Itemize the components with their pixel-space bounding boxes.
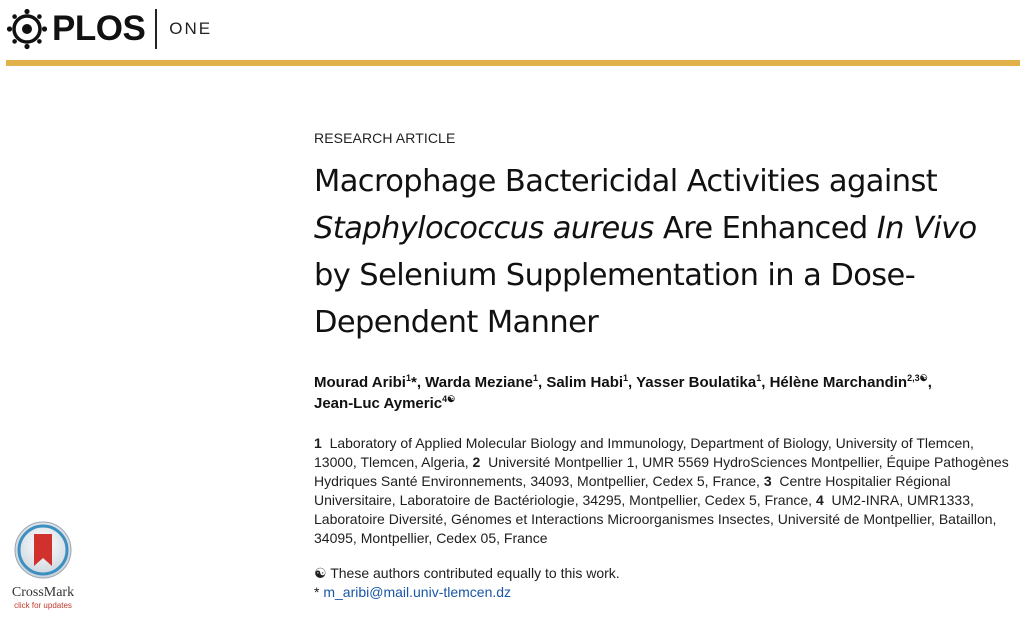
equal-contribution-mark: ☯ — [919, 373, 928, 383]
plos-one-logo[interactable] — [6, 8, 212, 50]
corresponding-email-note — [314, 583, 1014, 602]
author-affiliation-sup — [907, 373, 928, 383]
equal-contribution-mark: ☯ — [314, 565, 327, 581]
author-name[interactable]: Salim Habi — [546, 374, 624, 391]
equal-contribution-mark: ☯ — [447, 394, 456, 404]
crossmark-label: CrossMark — [11, 585, 75, 600]
article-type-label: RESEARCH ARTICLE — [314, 130, 456, 146]
title-italic-species: Staphylococcus aureus — [314, 211, 654, 246]
header-rule — [6, 60, 1020, 66]
equal-contribution-text: These authors contributed equally to this work. — [330, 565, 620, 581]
author-affiliation-sup: 1 — [405, 373, 411, 383]
author-name[interactable]: Mourad Aribi — [314, 374, 406, 391]
logo-suffix: ONE — [169, 19, 213, 38]
email-link[interactable]: m_aribi@mail.univ-tlemcen.dz — [323, 584, 512, 600]
affiliation-text: Centre Hospitalier Régional Universitaire, Laboratoire de Bactériologie, 34295, Montpellier, Cedex 5, France, — [314, 473, 951, 508]
affiliation-number: 3 — [763, 473, 772, 489]
logo-divider — [155, 9, 157, 49]
author-affiliation-sup: 1 — [623, 373, 629, 383]
author-name[interactable]: Yasser Boulatika — [636, 374, 757, 391]
author-name[interactable]: Warda Meziane — [425, 374, 533, 391]
affiliation-text: Université Montpellier 1, UMR 5569 HydroSciences Montpellier, Équipe Pathogènes Hydriques Santé Environnements, 34093, Montpellier, Cedex 5, France, — [314, 454, 1009, 489]
article-front-matter — [314, 130, 1014, 602]
affiliation-text: UM2-INRA, UMR1333, Laboratoire Diversité, Génomes et Interactions Microorganismes Insectes, Université de Montpellier, Bataillon, 34095, Montpellier, Cedex 05, France — [314, 492, 997, 546]
title-part: Are Enhanced — [653, 211, 877, 246]
affiliation-text: Laboratory of Applied Molecular Biology and Immunology, Department of Biology, University of Tlemcen, 13000, Tlemcen, Algeria, — [314, 435, 974, 470]
author-affiliation-sup — [442, 394, 455, 404]
plos-logo-icon — [6, 8, 48, 50]
title-part: by Selenium Supplementation in a Dose-Dependent Manner — [314, 258, 916, 340]
affiliations — [314, 434, 1014, 548]
affiliation-number: 4 — [815, 492, 824, 508]
crossmark-sublabel: click for updates — [14, 601, 72, 610]
corresponding-mark: * — [410, 374, 417, 391]
author-affiliation-sup: 1 — [756, 373, 762, 383]
author-affiliation-sup: 1 — [532, 373, 538, 383]
sup-text: 2,3 — [907, 373, 920, 383]
affiliation-number: 1 — [314, 435, 322, 451]
logo-word: PLOS — [52, 9, 146, 48]
crossmark-icon — [13, 520, 73, 580]
sup-text: 4 — [442, 394, 448, 404]
author-list: Mourad Aribi$^1$*, Warda Meziane$^1$, Salim Habi$^1$, Yasser Boulatika$^1$, Hélène Marchandin$^{2,3☯}$, Jean-Luc Aymeric$^{4☯}$ — [314, 373, 932, 412]
corresponding-mark: * — [314, 584, 320, 600]
title-part: Macrophage Bactericidal Activities against — [314, 164, 938, 199]
affiliation-number: 2 — [472, 454, 481, 470]
title-italic-invivo: In Vivo — [876, 211, 977, 246]
article-title — [314, 158, 1014, 346]
equal-contribution-note — [314, 564, 1014, 583]
author-name[interactable]: Hélène Marchandin — [769, 374, 908, 391]
author-notes — [314, 564, 1014, 602]
author-name[interactable]: Jean-Luc Aymeric — [314, 395, 443, 412]
crossmark-badge[interactable] — [4, 520, 82, 612]
journal-header — [0, 0, 1024, 68]
